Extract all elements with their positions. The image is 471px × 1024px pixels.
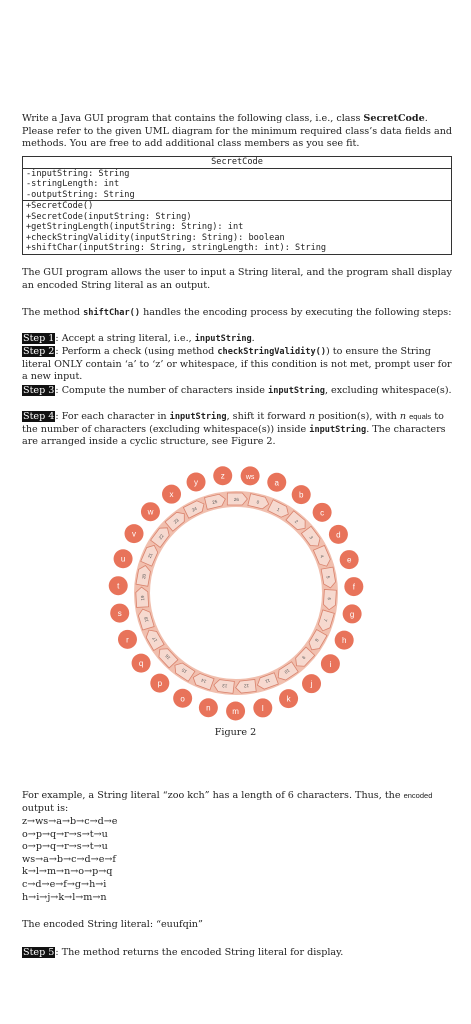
- letter-node-s: [110, 604, 129, 623]
- letter-node-r: [118, 630, 137, 649]
- index-label: 6: [326, 597, 332, 601]
- letter-node-j: [302, 674, 321, 693]
- index-label: 15: [180, 667, 188, 675]
- uml-method: +SecretCode(): [26, 201, 94, 211]
- step-5: [22, 947, 452, 960]
- example-line: ws→a→b→c→d→e→f: [22, 853, 116, 865]
- index-label: 7: [322, 618, 329, 623]
- text: : For each character in: [55, 411, 170, 422]
- small-text: encoded: [403, 791, 433, 800]
- index-label: 19: [140, 595, 146, 601]
- index-label: 10: [283, 667, 291, 675]
- code: inputString: [194, 334, 252, 344]
- uml-fields: [23, 168, 452, 201]
- letter-node-u: [114, 549, 133, 568]
- letter-label: l: [261, 703, 264, 713]
- text: position(s), with: [315, 411, 400, 422]
- example-line: h→i→j→k→l→m→n: [22, 891, 107, 903]
- letter-label: y: [194, 477, 199, 487]
- text: : The method returns the encoded String literal for display.: [55, 947, 344, 958]
- letter-node-o: [173, 689, 192, 708]
- letter-node-p: [150, 674, 169, 693]
- text: .: [251, 333, 255, 344]
- index-label: 22: [157, 533, 165, 541]
- letter-label: p: [157, 679, 163, 689]
- index-label: 2: [293, 518, 299, 525]
- text: , excluding whitespace(s).: [324, 385, 452, 396]
- uml-field: -outputString: String: [26, 189, 135, 200]
- uml-method: +shiftChar(inputString: String, stringLength: int): String: [26, 243, 327, 253]
- letter-label: q: [138, 659, 144, 669]
- small-text: equals: [409, 412, 432, 421]
- intro-text: Write a Java GUI program that contains the following class, i.e., class: [22, 113, 364, 124]
- uml-field: -stringLength: int: [26, 179, 120, 189]
- step-4: [22, 411, 452, 449]
- index-label: 21: [146, 552, 154, 559]
- index-label: 11: [264, 677, 271, 685]
- letter-node-i: [321, 654, 340, 673]
- letter-label: w: [147, 507, 154, 517]
- letter-node-v: [125, 524, 144, 543]
- index-label: 9: [301, 654, 307, 661]
- text: output is:: [22, 802, 69, 814]
- step-label: Step 2: [23, 346, 55, 357]
- index-label: 0: [256, 499, 260, 505]
- step-label: Step 5: [23, 947, 55, 958]
- letter-node-d: [329, 525, 348, 544]
- letter-node-w: [141, 502, 160, 521]
- uml-class-title: SecretCode: [23, 157, 452, 169]
- letter-node-z: [213, 466, 232, 485]
- letter-node-x: [162, 485, 181, 504]
- letter-node-a: [267, 473, 286, 492]
- letter-node-q: [132, 654, 151, 673]
- intro-text-end: . Please refer to the given UML diagram for the minimum required class’s data fields and methods. You are free to add additional class members as you see fit.: [22, 113, 453, 150]
- index-label: 13: [222, 683, 228, 689]
- letter-label: h: [341, 636, 347, 646]
- step-1: [22, 333, 452, 346]
- step-label: Step 3: [23, 385, 55, 396]
- code: inputString: [268, 386, 325, 396]
- example-line: o→p→q→r→s→t→u: [22, 841, 108, 853]
- letter-label: a: [274, 478, 279, 488]
- index-label: 24: [190, 505, 198, 513]
- letter-label: z: [220, 471, 225, 481]
- letter-node-t: [109, 576, 128, 595]
- index-label: 18: [143, 616, 150, 623]
- example-lines: [22, 816, 452, 904]
- cyclic-alphabet-figure: [0, 460, 471, 722]
- letter-label: r: [126, 635, 129, 645]
- letter-node-y: [187, 472, 206, 491]
- letter-label: n: [206, 703, 211, 713]
- letter-node-f: [344, 577, 363, 596]
- letter-node-e: [340, 550, 359, 569]
- step-3: [22, 385, 452, 398]
- example-intro: [22, 790, 452, 815]
- letter-node-g: [343, 604, 362, 623]
- letter-label: x: [169, 490, 174, 500]
- intro-paragraph: [22, 113, 452, 151]
- letter-node-n: [199, 698, 218, 717]
- index-label: 14: [200, 677, 207, 684]
- text: to the number of characters (excluding whitespace(s)) inside: [22, 411, 444, 435]
- letter-label: m: [232, 706, 239, 716]
- letter-node-ws: [241, 466, 260, 485]
- figure-caption: Figure 2: [214, 727, 257, 738]
- code-shiftchar: shiftChar(): [83, 308, 141, 318]
- letter-label: b: [298, 490, 304, 500]
- letter-node-c: [313, 503, 332, 522]
- encoded-result: The encoded String literal: “euufqin”: [22, 919, 203, 930]
- text: For example, a String literal “zoo kch” has a length of 6 characters. Thus, the: [22, 790, 404, 801]
- letter-node-l: [253, 698, 272, 717]
- letter-label: o: [180, 694, 185, 704]
- index-label: 4: [319, 554, 325, 559]
- index-label: 25: [211, 498, 218, 505]
- step-label: Step 1: [23, 333, 55, 344]
- letter-node-h: [335, 631, 354, 650]
- text: The method: [22, 307, 84, 318]
- letter-label: k: [286, 694, 291, 704]
- index-label: 5: [325, 575, 331, 579]
- example-line: k→l→m→n→o→p→q: [22, 866, 113, 878]
- letter-label: g: [349, 609, 355, 619]
- text: handles the encoding process by executing the following steps:: [140, 307, 452, 318]
- text: : Compute the number of characters inside: [55, 385, 269, 396]
- letter-node-k: [279, 689, 298, 708]
- text: : Perform a check (using method: [55, 346, 218, 357]
- letter-label: v: [132, 529, 137, 539]
- example-line: z→ws→a→b→c→d→e: [22, 816, 118, 827]
- text: : Accept a string literal, i.e.,: [55, 333, 195, 344]
- letter-label: c: [320, 508, 325, 518]
- uml-method: +SecretCode(inputString: String): [26, 211, 192, 222]
- class-name: SecretCode: [363, 113, 425, 124]
- letter-label: u: [120, 554, 126, 564]
- uml-diagram: [22, 156, 452, 255]
- index-label: 20: [141, 573, 147, 580]
- example-line: c→d→e→f→g→h→i: [22, 878, 107, 890]
- letter-label: ws: [245, 473, 255, 481]
- code: checkStringValidity(): [217, 347, 326, 357]
- var-n: n: [308, 411, 316, 422]
- step-2: [22, 346, 452, 384]
- letter-label: e: [346, 555, 352, 565]
- letter-label: j: [310, 679, 313, 689]
- uml-method: +getStringLength(inputString: String): int: [26, 222, 244, 232]
- index-label: 26: [233, 496, 239, 503]
- step-label: Step 4: [23, 411, 55, 422]
- index-label: 17: [151, 636, 159, 643]
- text: ) to ensure the String literal ONLY contain ‘a’ to ‘z’ or whitespace, if this condition is not met, prompt user for a new input.: [22, 346, 452, 383]
- uml-method: +checkStringValidity(inputString: String): boolean: [26, 232, 285, 243]
- letter-label: i: [329, 659, 332, 669]
- index-label: 8: [314, 637, 320, 643]
- letter-label: t: [117, 581, 120, 591]
- uml-field: -inputString: String: [26, 168, 130, 179]
- index-label: 16: [164, 653, 172, 661]
- letter-node-m: [226, 701, 245, 720]
- letter-label: f: [352, 582, 355, 592]
- paragraph-shiftchar: [22, 307, 452, 320]
- uml-methods: [23, 201, 452, 255]
- code: inputString: [309, 424, 367, 435]
- paragraph-gui: The GUI program allows the user to input a String literal, and the program shall display an encoded String literal as an output.: [22, 267, 452, 291]
- index-label: 1: [276, 506, 281, 513]
- index-label: 23: [172, 517, 180, 525]
- code: inputString: [169, 412, 227, 422]
- letter-label: s: [117, 609, 122, 619]
- letter-label: d: [336, 530, 341, 540]
- text: . The characters are arranged inside a cyclic structure, see Figure 2.: [22, 423, 446, 448]
- example-line: o→p→q→r→s→t→u: [22, 828, 108, 840]
- index-label: 3: [308, 534, 314, 540]
- var-n: n: [399, 411, 406, 422]
- letter-node-b: [292, 485, 311, 504]
- text: , shift it forward: [226, 411, 309, 422]
- index-label: 12: [243, 683, 250, 689]
